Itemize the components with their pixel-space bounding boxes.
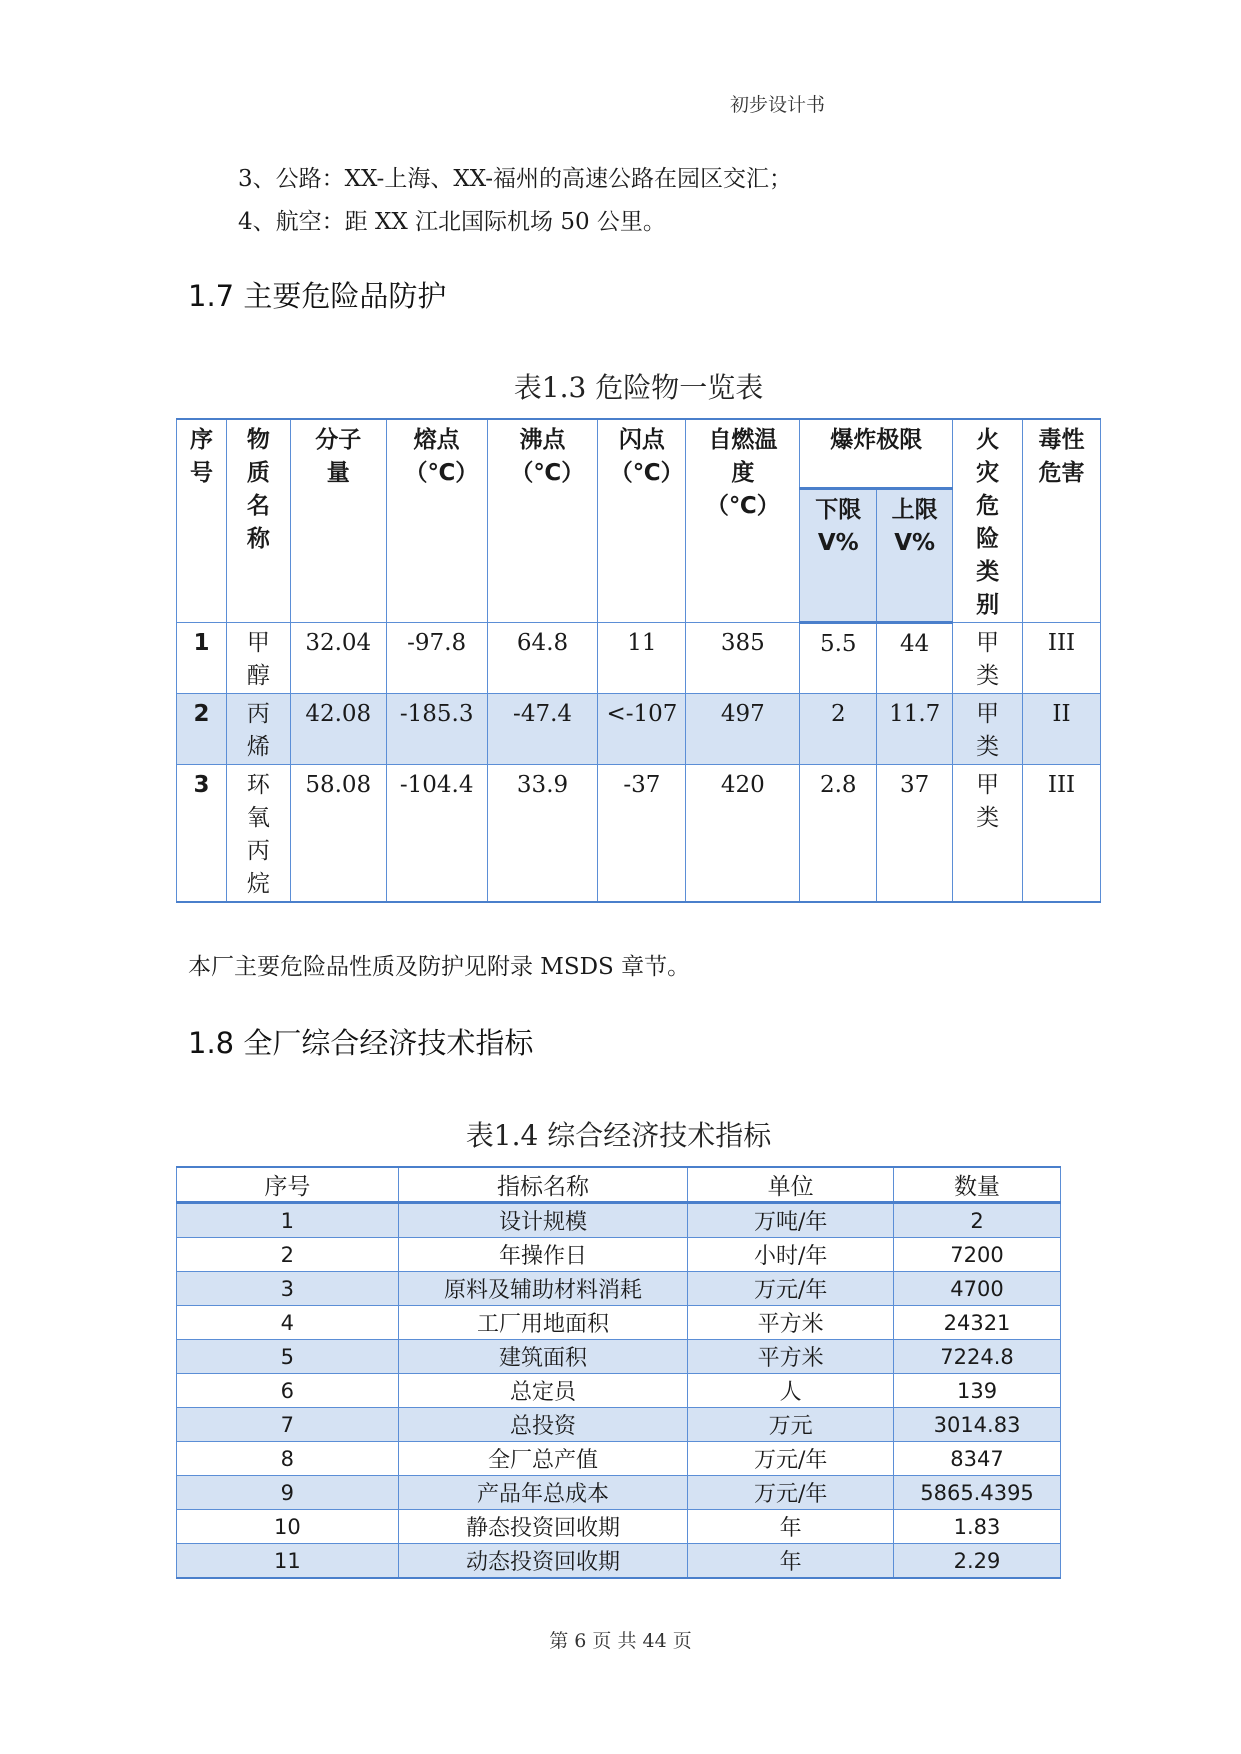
cell-indicator: 产品年总成本 xyxy=(398,1476,688,1510)
cell-bp: -47.4 xyxy=(487,694,598,765)
cell-indicator: 总定员 xyxy=(398,1374,688,1408)
cell-upper: 11.7 xyxy=(877,694,953,765)
cell-unit: 小时/年 xyxy=(688,1238,894,1272)
cell-index: 7 xyxy=(177,1408,399,1442)
table-1-3-caption: 表1.3 危险物一览表 xyxy=(513,371,764,404)
cell-unit: 万元 xyxy=(688,1408,894,1442)
cell-indicator: 建筑面积 xyxy=(398,1340,688,1374)
cell-lower: 2.8 xyxy=(800,765,877,903)
cell-ai: 420 xyxy=(686,765,800,903)
intro-line-air: 4、航空：距 XX 江北国际机场 50 公里。 xyxy=(238,209,666,235)
cell-quantity: 7200 xyxy=(894,1238,1061,1272)
cell-upper: 37 xyxy=(877,765,953,903)
cell-fire: 甲类 xyxy=(953,765,1023,903)
col-header-autoignition-temp: 自燃温度（℃） xyxy=(686,419,800,623)
cell-unit: 万吨/年 xyxy=(688,1203,894,1238)
cell-unit: 年 xyxy=(688,1544,894,1579)
cell-index: 8 xyxy=(177,1442,399,1476)
cell-quantity: 139 xyxy=(894,1374,1061,1408)
cell-quantity: 5865.4395 xyxy=(894,1476,1061,1510)
cell-ai: 385 xyxy=(686,623,800,694)
cell-index: 3 xyxy=(177,1272,399,1306)
cell-ai: 497 xyxy=(686,694,800,765)
cell-bp: 33.9 xyxy=(487,765,598,903)
cell-fp: 11 xyxy=(598,623,686,694)
col-header-unit: 单位 xyxy=(688,1167,894,1203)
col-header-toxicity: 毒性危害 xyxy=(1023,419,1101,623)
cell-indicator: 设计规模 xyxy=(398,1203,688,1238)
cell-index: 11 xyxy=(177,1544,399,1579)
col-header-flash-point: 闪点（℃） xyxy=(598,419,686,623)
cell-index: 1 xyxy=(177,1203,399,1238)
table-row xyxy=(177,694,1101,765)
table-row xyxy=(177,1544,1061,1579)
table-row xyxy=(177,1306,1061,1340)
cell-name: 环氧丙烷 xyxy=(226,765,290,903)
col-header-fire-class: 火灾危险类别 xyxy=(953,419,1023,623)
cell-index: 3 xyxy=(177,765,227,903)
col-header-quantity: 数量 xyxy=(894,1167,1061,1203)
section-heading-1-8: 1.8 全厂综合经济技术指标 xyxy=(188,1026,534,1060)
col-header-boiling-point: 沸点（℃） xyxy=(487,419,598,623)
table-row xyxy=(177,623,1101,694)
col-header-index: 序号 xyxy=(177,1167,399,1203)
cell-quantity: 4700 xyxy=(894,1272,1061,1306)
section-heading-1-7: 1.7 主要危险品防护 xyxy=(188,279,447,313)
cell-index: 2 xyxy=(177,1238,399,1272)
col-header-name: 物质名称 xyxy=(226,419,290,623)
col-header-index: 序号 xyxy=(177,419,227,623)
cell-quantity: 7224.8 xyxy=(894,1340,1061,1374)
cell-tox: II xyxy=(1023,694,1101,765)
cell-tox: III xyxy=(1023,765,1101,903)
cell-unit: 万元/年 xyxy=(688,1272,894,1306)
table-row xyxy=(177,1340,1061,1374)
table-row xyxy=(177,1238,1061,1272)
cell-quantity: 8347 xyxy=(894,1442,1061,1476)
cell-tox: III xyxy=(1023,623,1101,694)
col-header-explosion-limit: 爆炸极限 xyxy=(800,419,953,489)
cell-quantity: 24321 xyxy=(894,1306,1061,1340)
col-header-indicator: 指标名称 xyxy=(398,1167,688,1203)
table-row xyxy=(177,1442,1061,1476)
table-row xyxy=(177,1272,1061,1306)
msds-note: 本厂主要危险品性质及防护见附录 MSDS 章节。 xyxy=(188,954,691,980)
cell-mw: 42.08 xyxy=(290,694,386,765)
col-header-melting-point: 熔点（℃） xyxy=(386,419,487,623)
cell-name: 丙烯 xyxy=(226,694,290,765)
cell-fire: 甲类 xyxy=(953,623,1023,694)
cell-index: 4 xyxy=(177,1306,399,1340)
col-header-upper-limit: 上限V% xyxy=(877,489,953,623)
col-header-lower-limit: 下限V% xyxy=(800,489,877,623)
cell-mp: -185.3 xyxy=(386,694,487,765)
cell-quantity: 2.29 xyxy=(894,1544,1061,1579)
table-row xyxy=(177,1476,1061,1510)
cell-mp: -104.4 xyxy=(386,765,487,903)
cell-quantity: 2 xyxy=(894,1203,1061,1238)
cell-unit: 平方米 xyxy=(688,1306,894,1340)
economic-indicators-table xyxy=(176,1166,1061,1579)
cell-indicator: 总投资 xyxy=(398,1408,688,1442)
cell-index: 10 xyxy=(177,1510,399,1544)
cell-indicator: 动态投资回收期 xyxy=(398,1544,688,1579)
cell-bp: 64.8 xyxy=(487,623,598,694)
cell-index: 6 xyxy=(177,1374,399,1408)
cell-index: 1 xyxy=(177,623,227,694)
cell-unit: 年 xyxy=(688,1510,894,1544)
cell-indicator: 静态投资回收期 xyxy=(398,1510,688,1544)
cell-fp: <-107 xyxy=(598,694,686,765)
cell-unit: 万元/年 xyxy=(688,1476,894,1510)
cell-index: 5 xyxy=(177,1340,399,1374)
cell-quantity: 3014.83 xyxy=(894,1408,1061,1442)
cell-fp: -37 xyxy=(598,765,686,903)
cell-fire: 甲类 xyxy=(953,694,1023,765)
cell-indicator: 年操作日 xyxy=(398,1238,688,1272)
table-row xyxy=(177,1408,1061,1442)
cell-lower: 2 xyxy=(800,694,877,765)
cell-indicator: 原料及辅助材料消耗 xyxy=(398,1272,688,1306)
table-row xyxy=(177,1203,1061,1238)
cell-indicator: 全厂总产值 xyxy=(398,1442,688,1476)
table-row xyxy=(177,1374,1061,1408)
cell-indicator: 工厂用地面积 xyxy=(398,1306,688,1340)
cell-quantity: 1.83 xyxy=(894,1510,1061,1544)
hazardous-materials-table xyxy=(176,418,1101,903)
cell-unit: 人 xyxy=(688,1374,894,1408)
cell-upper: 44 xyxy=(877,623,953,694)
page-header-title: 初步设计书 xyxy=(730,94,826,116)
col-header-molecular-weight: 分子量 xyxy=(290,419,386,623)
cell-unit: 平方米 xyxy=(688,1340,894,1374)
table-row xyxy=(177,1510,1061,1544)
page-footer: 第 6 页 共 44 页 xyxy=(549,1630,692,1652)
cell-unit: 万元/年 xyxy=(688,1442,894,1476)
cell-mw: 32.04 xyxy=(290,623,386,694)
cell-index: 2 xyxy=(177,694,227,765)
cell-mw: 58.08 xyxy=(290,765,386,903)
intro-line-road: 3、公路：XX-上海、XX-福州的高速公路在园区交汇； xyxy=(238,166,793,192)
table-row xyxy=(177,765,1101,903)
cell-lower: 5.5 xyxy=(800,623,877,694)
table-1-4-caption: 表1.4 综合经济技术指标 xyxy=(465,1119,772,1152)
cell-index: 9 xyxy=(177,1476,399,1510)
cell-name: 甲醇 xyxy=(226,623,290,694)
cell-mp: -97.8 xyxy=(386,623,487,694)
